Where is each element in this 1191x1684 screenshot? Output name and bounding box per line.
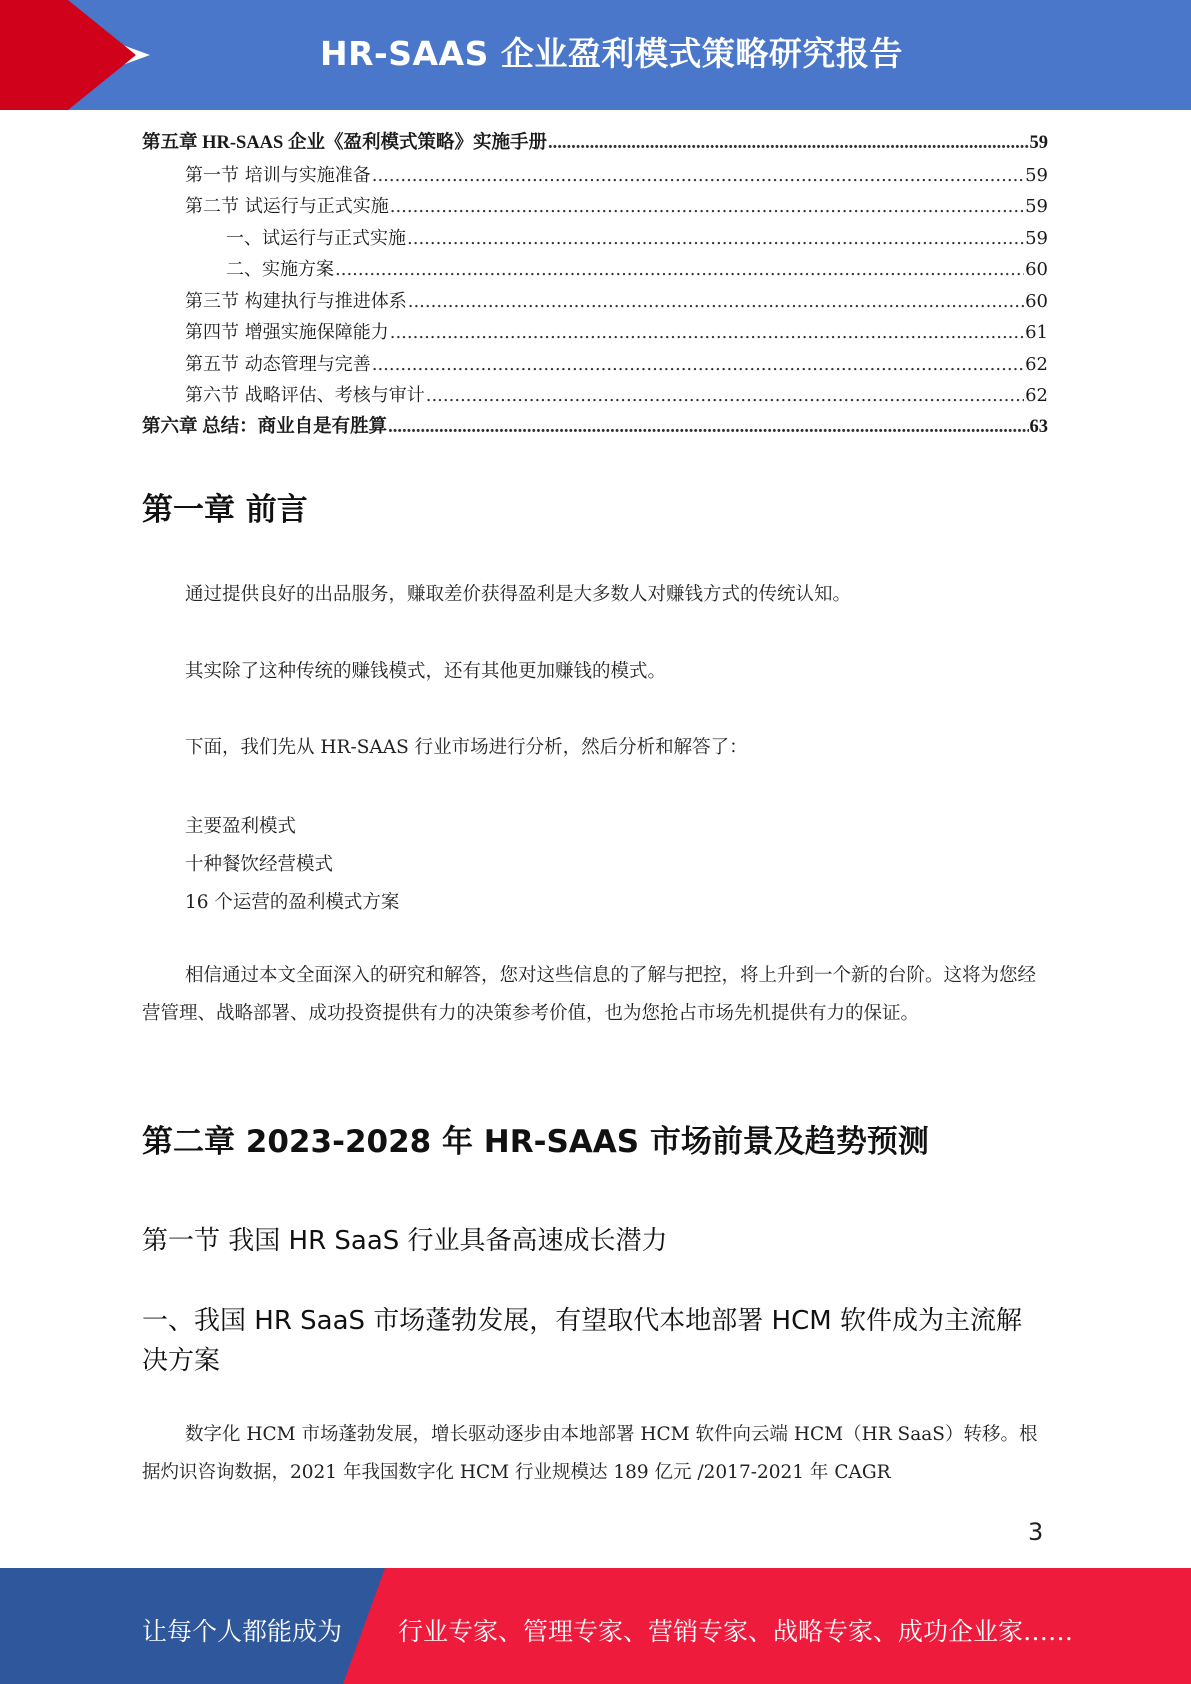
toc-entry[interactable] bbox=[142, 317, 1048, 349]
toc-entry[interactable] bbox=[142, 160, 1048, 192]
paragraph-4: 相信通过本文全面深入的研究和解答，您对这些信息的了解与把控，将上升到一个新的台阶。这将为您经营管理、战略部署、成功投资提供有力的决策参考价值，也为您抢占市场先机提供有力的保证。 bbox=[142, 965, 1037, 1024]
table-of-contents bbox=[142, 128, 1048, 443]
toc-entry-page: 63 bbox=[1029, 416, 1048, 437]
page-header bbox=[0, 0, 1191, 110]
page-footer bbox=[0, 1568, 1191, 1684]
toc-leader-dots bbox=[372, 160, 1024, 192]
toc-leader-dots bbox=[390, 191, 1024, 223]
toc-entry-page: 59 bbox=[1025, 227, 1048, 249]
list-item: 主要盈利模式 bbox=[185, 816, 297, 837]
toc-entry-page: 59 bbox=[1025, 164, 1048, 186]
toc-entry-page: 62 bbox=[1025, 385, 1048, 406]
toc-entry-label: 第五章 HR-SAAS 企业《盈利模式策略》实施手册 bbox=[142, 133, 547, 153]
toc-entry[interactable] bbox=[142, 223, 1048, 255]
toc-entry-label: 一、试运行与正式实施 bbox=[226, 227, 406, 249]
paragraph-5: 数字化 HCM 市场蓬勃发展，增长驱动逐步由本地部署 HCM 软件向云端 HCM（HR SaaS）转移。根据灼识咨询数据，2021 年我国数字化 HCM 行业规模达 189 亿元 /2017-2021 年 CAGR bbox=[142, 1424, 1038, 1483]
toc-entry[interactable] bbox=[142, 191, 1048, 223]
toc-entry-label: 第一节 培训与实施准备 bbox=[185, 164, 371, 186]
toc-entry-page: 59 bbox=[1025, 196, 1048, 217]
toc-entry-label: 第六节 战略评估、考核与审计 bbox=[185, 385, 425, 406]
subsection-1-title: 一、我国 HR SaaS 市场蓬勃发展，有望取代本地部署 HCM 软件成为主流解决方案 bbox=[142, 1306, 1022, 1376]
toc-entry-page: 59 bbox=[1029, 133, 1048, 153]
toc-entry-page: 61 bbox=[1025, 322, 1048, 343]
footer-slogan-right: 行业专家、管理专家、营销专家、战略专家、成功企业家…… bbox=[398, 1617, 1074, 1646]
toc-entry-label: 二、实施方案 bbox=[226, 259, 334, 280]
list-item: 16 个运营的盈利模式方案 bbox=[185, 892, 400, 913]
toc-entry-page: 62 bbox=[1025, 353, 1048, 375]
toc-entry-label: 第四节 增强实施保障能力 bbox=[185, 322, 389, 343]
toc-leader-dots bbox=[408, 286, 1024, 318]
list-item: 十种餐饮经营模式 bbox=[185, 854, 334, 875]
toc-entry-label: 第三节 构建执行与推进体系 bbox=[185, 290, 407, 312]
toc-entry[interactable] bbox=[142, 128, 1048, 160]
toc-entry[interactable] bbox=[142, 380, 1048, 412]
footer-slogan-left: 让每个人都能成为 bbox=[142, 1617, 343, 1646]
toc-entry-label: 第六章 总结：商业自是有胜算 bbox=[142, 416, 388, 437]
paragraph-2: 其实除了这种传统的赚钱模式，还有其他更加赚钱的模式。 bbox=[185, 661, 667, 682]
toc-entry-page: 60 bbox=[1025, 290, 1048, 312]
toc-entry-label: 第五节 动态管理与完善 bbox=[185, 353, 371, 375]
toc-leader-dots bbox=[388, 412, 1028, 444]
toc-leader-dots bbox=[335, 254, 1024, 286]
paragraph-1: 通过提供良好的出品服务，赚取差价获得盈利是大多数人对赚钱方式的传统认知。 bbox=[185, 584, 852, 605]
paragraph-3: 下面，我们先从 HR-SAAS 行业市场进行分析，然后分析和解答了： bbox=[185, 737, 748, 758]
toc-entry[interactable] bbox=[142, 349, 1048, 381]
section-1-title: 第一节 我国 HR SaaS 行业具备高速成长潜力 bbox=[142, 1226, 668, 1256]
toc-leader-dots bbox=[426, 380, 1024, 412]
header-red-block bbox=[0, 0, 68, 110]
header-arrow-icon bbox=[68, 0, 136, 110]
toc-leader-dots bbox=[407, 223, 1024, 255]
toc-leader-dots bbox=[390, 317, 1024, 349]
report-title: HR-SAAS 企业盈利模式策略研究报告 bbox=[320, 34, 903, 73]
toc-entry-page: 60 bbox=[1025, 259, 1048, 280]
toc-leader-dots bbox=[548, 128, 1029, 160]
chapter-1-title: 第一章 前言 bbox=[142, 492, 308, 528]
chapter-2-title: 第二章 2023-2028 年 HR-SAAS 市场前景及趋势预测 bbox=[142, 1124, 929, 1160]
toc-entry[interactable] bbox=[142, 412, 1048, 444]
toc-entry[interactable] bbox=[142, 286, 1048, 318]
toc-entry[interactable] bbox=[142, 254, 1048, 286]
toc-leader-dots bbox=[372, 349, 1024, 381]
page-number: 3 bbox=[1028, 1518, 1044, 1546]
toc-entry-label: 第二节 试运行与正式实施 bbox=[185, 196, 389, 217]
